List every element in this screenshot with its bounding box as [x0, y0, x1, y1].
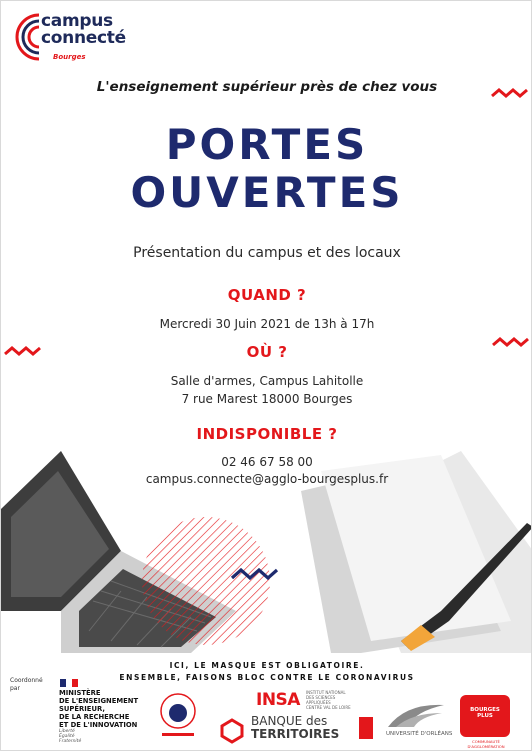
tagline: L'enseignement supérieur près de chez vous: [96, 79, 438, 95]
coordinated-by-label: Coordonné par: [10, 677, 43, 692]
bourges-plus-sub: COMMUNAUTÉ D'AGGLOMÉRATION: [467, 739, 505, 749]
notice-line1: ICI, LE MASQUE EST OBLIGATOIRE.: [169, 661, 365, 670]
universite-orleans-label: UNIVERSITÉ D'ORLÉANS: [386, 731, 453, 737]
banque-territoires-icon: [219, 718, 245, 744]
subtitle: Présentation du campus et des locaux: [133, 245, 401, 261]
where-line2: 7 rue Marest 18000 Bourges: [181, 392, 353, 406]
banque-line2: TERRITOIRES: [251, 727, 340, 741]
insa-description: INSTITUT NATIONAL DES SCIENCES APPLIQUÉES CENTRE VAL DE LOIRE: [306, 690, 351, 710]
bourges-line2: PLUS: [477, 713, 493, 719]
universite-orleans-icon: [386, 699, 446, 731]
where-heading: OÙ ?: [246, 343, 288, 361]
bourges-line1: BOURGES: [470, 707, 500, 713]
caisse-depots-badge: [359, 717, 373, 739]
title-line2: OUVERTES: [130, 168, 404, 217]
banque-line1: BANQUE des: [251, 714, 328, 728]
phone-number[interactable]: 02 46 67 58 00: [221, 455, 313, 469]
hatched-circle: [142, 517, 270, 645]
banque-territoires-logo: [251, 715, 339, 741]
notice-line2: ENSEMBLE, FAISONS BLOC CONTRE LE CORONAVIRUS: [119, 673, 415, 682]
round-partner-logo: [158, 691, 198, 739]
email-address[interactable]: campus.connecte@agglo-bourgesplus.fr: [145, 472, 389, 486]
page-title: [1, 121, 532, 217]
campus-connecte-logo: [9, 9, 141, 67]
laptop-illustration: [1, 431, 532, 653]
french-flag-icon: [60, 679, 78, 687]
bourges-plus-logo: [460, 695, 510, 737]
ministry-motto: Liberté Égalité Fraternité: [59, 729, 82, 744]
where-line1: Salle d'armes, Campus Lahitolle: [170, 374, 364, 388]
when-text: Mercredi 30 Juin 2021 de 13h à 17h: [159, 317, 375, 331]
zigzag-navy-icon: [230, 567, 282, 581]
ministry-name: MINISTÈRE DE L'ENSEIGNEMENT SUPÉRIEUR, DE LA RECHERCHE ET DE L'INNOVATION: [59, 689, 139, 729]
logo-wordmark: [41, 13, 126, 47]
when-heading: QUAND ?: [227, 286, 307, 304]
logo-line1: campus: [41, 11, 113, 31]
title-line1: PORTES: [165, 120, 369, 169]
insa-logo: INSA: [256, 690, 300, 710]
coordinated-by: [10, 677, 43, 693]
unavailable-heading: INDISPONIBLE ?: [196, 425, 338, 443]
logo-line2: connecté: [41, 28, 126, 48]
logo-city: Bourges: [53, 53, 86, 61]
mask-notice: [1, 660, 532, 684]
